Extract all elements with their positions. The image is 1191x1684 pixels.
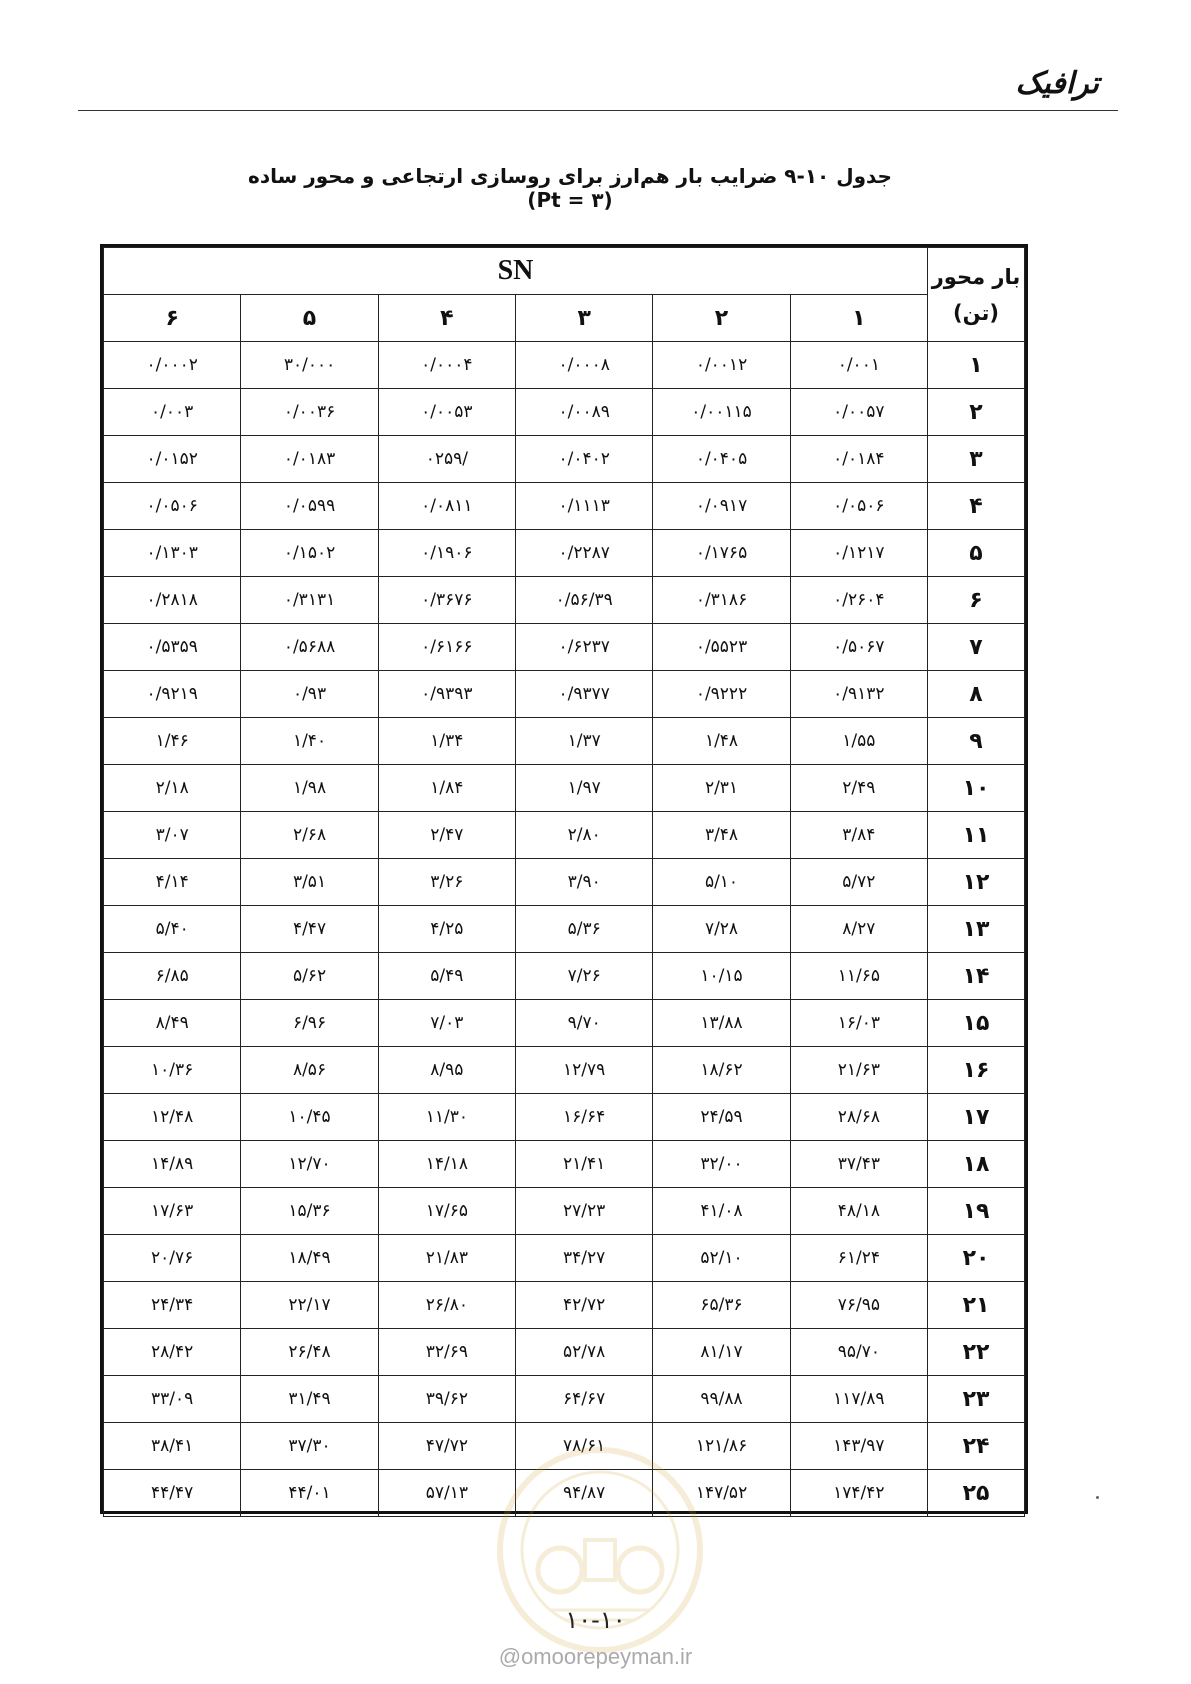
factor-cell: ۱۰/۱۵ (653, 953, 790, 1000)
factor-cell: ۹۴/۸۷ (516, 1470, 653, 1517)
factor-cell: ۱۲۱/۸۶ (653, 1423, 790, 1470)
factor-cell: ۵/۶۲ (241, 953, 378, 1000)
factor-cell: ۱۷/۶۳ (104, 1188, 241, 1235)
factor-cell: ۱۵/۳۶ (241, 1188, 378, 1235)
factor-cell: ۳/۵۱ (241, 859, 378, 906)
table-row (104, 1329, 1025, 1376)
factor-cell: ۶۴/۶۷ (516, 1376, 653, 1423)
sn-column-header: ۶ (104, 295, 241, 342)
axle-load-cell: ۳ (928, 436, 1025, 483)
table-caption: جدول ۱۰-۹ ضرایب بار هم‌ارز برای روسازی ارتجاعی و محور ساده (Pt = ۳) (248, 164, 892, 212)
factor-cell: ۵/۴۹ (378, 953, 515, 1000)
factor-cell: ۰/۱۵۰۲ (241, 530, 378, 577)
stray-dot (1096, 1496, 1099, 1499)
axle-load-cell: ۵ (928, 530, 1025, 577)
table-row (104, 859, 1025, 906)
axle-load-cell: ۱۳ (928, 906, 1025, 953)
factor-cell: ۵/۱۰ (653, 859, 790, 906)
factor-cell: ۱۱/۳۰ (378, 1094, 515, 1141)
factor-cell: ۰/۰۰۰۲ (104, 342, 241, 389)
site-watermark-text: @omoorepeyman.ir (498, 1644, 693, 1669)
factor-cell: ۰/۰۰۸۹ (516, 389, 653, 436)
factor-cell: ۳۲/۰۰ (653, 1141, 790, 1188)
factor-cell: ۳۷/۳۰ (241, 1423, 378, 1470)
factor-cell: ۲۱/۴۱ (516, 1141, 653, 1188)
factor-cell: ۳/۸۴ (790, 812, 927, 859)
factor-cell: ۵/۴۰ (104, 906, 241, 953)
factor-cell: ۳/۲۶ (378, 859, 515, 906)
sn-column-header: ۳ (516, 295, 653, 342)
factor-cell: ۱/۹۸ (241, 765, 378, 812)
factor-cell: ۹۵/۷۰ (790, 1329, 927, 1376)
table-row (104, 342, 1025, 389)
factor-cell: ۱/۴۸ (653, 718, 790, 765)
axle-load-cell: ۷ (928, 624, 1025, 671)
axle-load-cell: ۱۱ (928, 812, 1025, 859)
table-row (104, 577, 1025, 624)
table-row (104, 483, 1025, 530)
factor-cell: ۸/۴۹ (104, 1000, 241, 1047)
factor-cell: ۳۰/۰۰۰ (241, 342, 378, 389)
table-row (104, 1423, 1025, 1470)
factor-cell: ۲۲/۱۷ (241, 1282, 378, 1329)
factor-cell: ۳۴/۲۷ (516, 1235, 653, 1282)
factor-cell: ۸/۹۵ (378, 1047, 515, 1094)
sn-column-header: ۴ (378, 295, 515, 342)
factor-cell: ۱۸/۶۲ (653, 1047, 790, 1094)
factor-cell: ۲۰/۷۶ (104, 1235, 241, 1282)
factor-cell: ۴۴/۴۷ (104, 1470, 241, 1517)
factor-cell: ۱۴۷/۵۲ (653, 1470, 790, 1517)
factor-cell: ۱۲/۴۸ (104, 1094, 241, 1141)
factor-cell: ۰/۹۱۳۲ (790, 671, 927, 718)
factor-cell: ۱۶/۶۴ (516, 1094, 653, 1141)
page-number: ۱۰-۱۰ (565, 1606, 626, 1634)
factor-cell: ۳۷/۴۳ (790, 1141, 927, 1188)
table-row (104, 671, 1025, 718)
axle-load-cell: ۱۲ (928, 859, 1025, 906)
factor-cell: ۰/۰۴۰۵ (653, 436, 790, 483)
factor-cell: ۴۴/۰۱ (241, 1470, 378, 1517)
factor-cell: ۳۳/۰۹ (104, 1376, 241, 1423)
factor-cell: ۱۱/۶۵ (790, 953, 927, 1000)
factor-cell: ۱۸/۴۹ (241, 1235, 378, 1282)
factor-cell: ۰/۱۱۱۳ (516, 483, 653, 530)
factor-cell: ۳۸/۴۱ (104, 1423, 241, 1470)
table-row (104, 906, 1025, 953)
factor-cell: ۱/۳۴ (378, 718, 515, 765)
factor-cell: ۹/۷۰ (516, 1000, 653, 1047)
factor-cell: ۵۷/۱۳ (378, 1470, 515, 1517)
factor-cell: ۰/۰۹۱۷ (653, 483, 790, 530)
factor-cell: ۱۰/۳۶ (104, 1047, 241, 1094)
axle-load-cell: ۲۵ (928, 1470, 1025, 1517)
factor-cell: ۰/۰۸۱۱ (378, 483, 515, 530)
factor-cell: ۴۷/۷۲ (378, 1423, 515, 1470)
factor-cell: ۰/۹۳۷۷ (516, 671, 653, 718)
factor-cell: ۱۱۷/۸۹ (790, 1376, 927, 1423)
factor-cell: ۰/۶۲۳۷ (516, 624, 653, 671)
factor-cell: ۱/۸۴ (378, 765, 515, 812)
factor-cell: ۲/۱۸ (104, 765, 241, 812)
factor-cell: ۰/۹۲۲۲ (653, 671, 790, 718)
factor-cell: ۶/۹۶ (241, 1000, 378, 1047)
table-row (104, 436, 1025, 483)
axle-load-cell: ۱۰ (928, 765, 1025, 812)
axle-load-cell: ۱ (928, 342, 1025, 389)
factor-cell: ۳۹/۶۲ (378, 1376, 515, 1423)
factor-cell: ۴۸/۱۸ (790, 1188, 927, 1235)
table-row (104, 530, 1025, 577)
factor-cell: ۲۴/۵۹ (653, 1094, 790, 1141)
factor-cell: ۰/۰۴۰۲ (516, 436, 653, 483)
factor-cell: ۷۶/۹۵ (790, 1282, 927, 1329)
factor-cell: ۱۳/۸۸ (653, 1000, 790, 1047)
factor-cell: ۵/۷۲ (790, 859, 927, 906)
equivalent-load-table (100, 244, 1028, 1514)
factor-cell: ۱/۳۷ (516, 718, 653, 765)
axle-load-cell: ۱۸ (928, 1141, 1025, 1188)
factor-cell: ۰/۰۰۵۷ (790, 389, 927, 436)
factor-cell: ۰/۰۵۰۶ (790, 483, 927, 530)
header-divider (78, 110, 1118, 111)
factor-cell: ۳/۰۷ (104, 812, 241, 859)
factor-cell: ۳/۹۰ (516, 859, 653, 906)
factor-cell: ۸/۲۷ (790, 906, 927, 953)
table-row (104, 812, 1025, 859)
table-row (104, 765, 1025, 812)
factor-cell: ۲۶/۸۰ (378, 1282, 515, 1329)
factor-cell: ۶۵/۳۶ (653, 1282, 790, 1329)
table-row (104, 1470, 1025, 1517)
factor-cell: ۰/۰۰۳ (104, 389, 241, 436)
factor-cell: ۰/۱۷۶۵ (653, 530, 790, 577)
factor-cell: ۳/۴۸ (653, 812, 790, 859)
factor-cell: ۰/۰۰۰۴ (378, 342, 515, 389)
axle-load-cell: ۱۶ (928, 1047, 1025, 1094)
axle-load-cell: ۲۱ (928, 1282, 1025, 1329)
factor-cell: ۰/۲۲۸۷ (516, 530, 653, 577)
table-row (104, 624, 1025, 671)
factor-cell: ۰/۹۲۱۹ (104, 671, 241, 718)
factor-cell: ۰/۰۵۹۹ (241, 483, 378, 530)
factor-cell: ۱/۹۷ (516, 765, 653, 812)
factor-cell: ۰/۳۶۷۶ (378, 577, 515, 624)
factor-cell: ۰/۲۶۰۴ (790, 577, 927, 624)
sn-column-header: ۵ (241, 295, 378, 342)
factor-cell: ۱/۵۵ (790, 718, 927, 765)
factor-cell: ۱۲/۷۹ (516, 1047, 653, 1094)
axle-load-cell: ۱۷ (928, 1094, 1025, 1141)
factor-cell: ۱۴/۱۸ (378, 1141, 515, 1188)
factor-cell: ۰/۵۵۲۳ (653, 624, 790, 671)
factor-cell: ۰/۰۰۰۸ (516, 342, 653, 389)
table-row (104, 1376, 1025, 1423)
axle-load-cell: ۱۹ (928, 1188, 1025, 1235)
axle-load-cell: ۹ (928, 718, 1025, 765)
factor-cell: ۲۸/۴۲ (104, 1329, 241, 1376)
factor-cell: ۱۷۴/۴۲ (790, 1470, 927, 1517)
factor-cell: ۲۴/۳۴ (104, 1282, 241, 1329)
factor-cell: ۰/۰۰۱ (790, 342, 927, 389)
factor-cell: ۸/۵۶ (241, 1047, 378, 1094)
table-row (104, 1141, 1025, 1188)
axle-load-cell: ۲ (928, 389, 1025, 436)
table-row (104, 1094, 1025, 1141)
factor-cell: ۱۰/۴۵ (241, 1094, 378, 1141)
factor-cell: ۰/۰۱۸۳ (241, 436, 378, 483)
factor-cell: ۷/۲۸ (653, 906, 790, 953)
axle-load-cell: ۶ (928, 577, 1025, 624)
axle-load-header: بار محور (تن) (928, 248, 1025, 342)
table-row (104, 1047, 1025, 1094)
axle-load-cell: ۴ (928, 483, 1025, 530)
table-row (104, 718, 1025, 765)
table-row (104, 1235, 1025, 1282)
running-header-title: ترافیک (1015, 66, 1099, 101)
factor-cell: ۰/۰۱۸۴ (790, 436, 927, 483)
factor-cell: ۰/۳۱۳۱ (241, 577, 378, 624)
factor-cell: ۲۸/۶۸ (790, 1094, 927, 1141)
axle-load-cell: ۲۲ (928, 1329, 1025, 1376)
factor-cell: ۰/۶۱۶۶ (378, 624, 515, 671)
factor-cell: ۲/۴۷ (378, 812, 515, 859)
factor-cell: ۱/۴۶ (104, 718, 241, 765)
factor-cell: ۳۱/۴۹ (241, 1376, 378, 1423)
factor-cell: ۰/۰۰۵۳ (378, 389, 515, 436)
table-row (104, 1282, 1025, 1329)
factor-cell: ۰/۵۶/۳۹ (516, 577, 653, 624)
factor-cell: ۰/۰۰۱۱۵ (653, 389, 790, 436)
axle-load-cell: ۲۳ (928, 1376, 1025, 1423)
table-row (104, 953, 1025, 1000)
sn-header: SN (104, 248, 928, 295)
sn-column-header: ۲ (653, 295, 790, 342)
factor-cell: ۲/۳۱ (653, 765, 790, 812)
factor-cell: ۵۲/۱۰ (653, 1235, 790, 1282)
factor-cell: ۲/۴۹ (790, 765, 927, 812)
factor-cell: ۱۷/۶۵ (378, 1188, 515, 1235)
table-row (104, 389, 1025, 436)
factor-cell: ۵/۳۶ (516, 906, 653, 953)
factor-cell: ۰/۱۹۰۶ (378, 530, 515, 577)
factor-cell: ۱۴۳/۹۷ (790, 1423, 927, 1470)
table-row (104, 1000, 1025, 1047)
factor-cell: ۶۱/۲۴ (790, 1235, 927, 1282)
factor-cell: ۱۲/۷۰ (241, 1141, 378, 1188)
factor-cell: ۲۷/۲۳ (516, 1188, 653, 1235)
factor-cell: ۲۶/۴۸ (241, 1329, 378, 1376)
factor-cell: ۴۲/۷۲ (516, 1282, 653, 1329)
factor-cell: ۱/۴۰ (241, 718, 378, 765)
factor-cell: ۰/۰۰۱۲ (653, 342, 790, 389)
factor-cell: ۰/۰۵۰۶ (104, 483, 241, 530)
table-row (104, 1188, 1025, 1235)
factor-cell: ۰/۰۰۳۶ (241, 389, 378, 436)
factor-cell: ۰/۵۰۶۷ (790, 624, 927, 671)
factor-cell: ۲/۸۰ (516, 812, 653, 859)
factor-cell: ۰/۳۱۸۶ (653, 577, 790, 624)
axle-load-cell: ۲۴ (928, 1423, 1025, 1470)
factor-cell: ۰/۵۶۸۸ (241, 624, 378, 671)
factor-cell: ۴۱/۰۸ (653, 1188, 790, 1235)
axle-load-cell: ۲۰ (928, 1235, 1025, 1282)
factor-cell: ۲۱/۶۳ (790, 1047, 927, 1094)
factor-cell: ۴/۲۵ (378, 906, 515, 953)
factor-cell: ۷/۰۳ (378, 1000, 515, 1047)
factor-cell: ۲/۶۸ (241, 812, 378, 859)
factor-cell: ۰/۱۲۱۷ (790, 530, 927, 577)
factor-cell: ۰/۲۸۱۸ (104, 577, 241, 624)
factor-cell: ۷/۲۶ (516, 953, 653, 1000)
factor-cell: ۰/۹۳ (241, 671, 378, 718)
sn-column-header: ۱ (790, 295, 927, 342)
factor-cell: ۶/۸۵ (104, 953, 241, 1000)
factor-cell: ۱۴/۸۹ (104, 1141, 241, 1188)
factor-cell: ۴/۱۴ (104, 859, 241, 906)
axle-load-cell: ۸ (928, 671, 1025, 718)
factor-cell: ۰/۵۳۵۹ (104, 624, 241, 671)
factor-cell: ۰/۱۳۰۳ (104, 530, 241, 577)
factor-cell: ۹۹/۸۸ (653, 1376, 790, 1423)
factor-cell: ۴/۴۷ (241, 906, 378, 953)
factor-cell: ۷۸/۶۱ (516, 1423, 653, 1470)
factor-cell: ۱۶/۰۳ (790, 1000, 927, 1047)
factor-cell: ۰/۰۱۵۲ (104, 436, 241, 483)
factor-cell: ۳۲/۶۹ (378, 1329, 515, 1376)
axle-load-cell: ۱۴ (928, 953, 1025, 1000)
factor-cell: ۸۱/۱۷ (653, 1329, 790, 1376)
factor-cell: ۵۲/۷۸ (516, 1329, 653, 1376)
factor-cell: /۰۲۵۹ (378, 436, 515, 483)
factor-cell: ۲۱/۸۳ (378, 1235, 515, 1282)
axle-load-cell: ۱۵ (928, 1000, 1025, 1047)
factor-cell: ۰/۹۳۹۳ (378, 671, 515, 718)
